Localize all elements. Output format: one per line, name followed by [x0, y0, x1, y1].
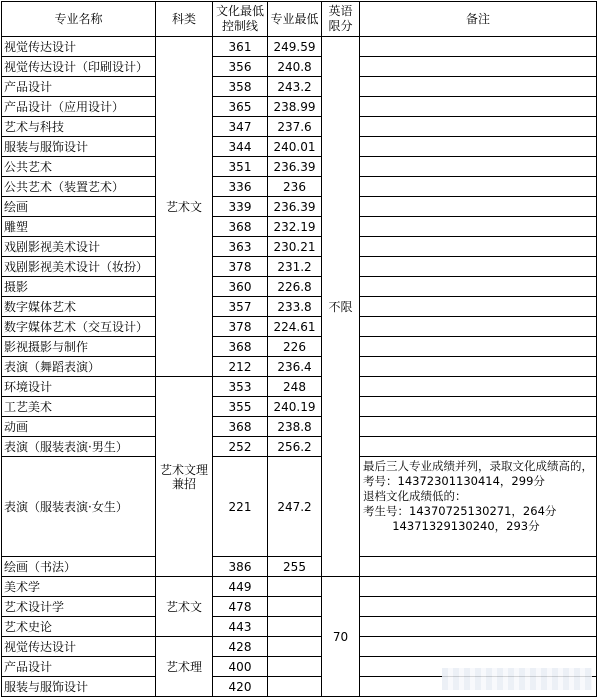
remark-cell — [360, 397, 597, 417]
remark-cell — [360, 417, 597, 437]
remark-cell — [360, 317, 597, 337]
category-cell: 艺术理 — [156, 637, 213, 697]
table-row — [2, 417, 597, 437]
culture-score-cell: 428 — [213, 637, 268, 657]
remark-cell — [360, 137, 597, 157]
remark-cell — [360, 577, 597, 597]
major-cell: 艺术史论 — [2, 617, 156, 637]
culture-score-cell: 347 — [213, 117, 268, 137]
pro-score-cell: 236 — [268, 177, 322, 197]
major-cell: 美术学 — [2, 577, 156, 597]
culture-score-cell: 378 — [213, 317, 268, 337]
table-row — [2, 437, 597, 457]
remark-cell — [360, 597, 597, 617]
culture-score-cell: 355 — [213, 397, 268, 417]
remark-cell — [360, 557, 597, 577]
table-row — [2, 37, 597, 57]
culture-score-cell: 212 — [213, 357, 268, 377]
culture-score-cell: 365 — [213, 97, 268, 117]
english-limit-cell: 不限 — [322, 37, 360, 577]
major-cell: 视觉传达设计 — [2, 37, 156, 57]
major-cell: 绘画（书法） — [2, 557, 156, 577]
table-row — [2, 137, 597, 157]
major-cell: 数字媒体艺术 — [2, 297, 156, 317]
culture-score-cell: 221 — [213, 457, 268, 557]
category-cell: 艺术文 — [156, 577, 213, 637]
major-cell: 视觉传达设计（印刷设计） — [2, 57, 156, 77]
header-row — [2, 2, 597, 37]
major-cell: 服装与服饰设计 — [2, 677, 156, 697]
culture-score-cell: 356 — [213, 57, 268, 77]
major-cell: 产品设计 — [2, 657, 156, 677]
culture-score-cell: 360 — [213, 277, 268, 297]
culture-score-cell: 344 — [213, 137, 268, 157]
table-row — [2, 157, 597, 177]
culture-score-cell: 478 — [213, 597, 268, 617]
major-cell: 戏剧影视美术设计（妆扮） — [2, 257, 156, 277]
table-row — [2, 277, 597, 297]
header-culture-min: 文化最低控制线 — [213, 2, 268, 37]
pro-score-cell — [268, 617, 322, 637]
remark-cell — [360, 257, 597, 277]
table-row — [2, 597, 597, 617]
culture-score-cell: 420 — [213, 677, 268, 697]
remark-cell — [360, 197, 597, 217]
remark-cell — [360, 57, 597, 77]
category-cell: 艺术文 — [156, 37, 213, 377]
pro-score-cell: 231.2 — [268, 257, 322, 277]
major-cell: 艺术与科技 — [2, 117, 156, 137]
pro-score-cell: 238.99 — [268, 97, 322, 117]
culture-score-cell: 351 — [213, 157, 268, 177]
culture-score-cell: 361 — [213, 37, 268, 57]
pro-score-cell: 226.8 — [268, 277, 322, 297]
pro-score-cell — [268, 677, 322, 697]
remark-cell — [360, 437, 597, 457]
pro-score-cell: 248 — [268, 377, 322, 397]
major-cell: 戏剧影视美术设计 — [2, 237, 156, 257]
table-row — [2, 97, 597, 117]
major-cell: 服装与服饰设计 — [2, 137, 156, 157]
major-cell: 影视摄影与制作 — [2, 337, 156, 357]
table-row — [2, 117, 597, 137]
pro-score-cell: 224.61 — [268, 317, 322, 337]
pro-score-cell — [268, 597, 322, 617]
major-cell: 产品设计（应用设计） — [2, 97, 156, 117]
pro-score-cell — [268, 577, 322, 597]
pro-score-cell — [268, 657, 322, 677]
header-category: 科类 — [156, 2, 213, 37]
category-cell: 艺术文理兼招 — [156, 377, 213, 577]
pro-score-cell: 255 — [268, 557, 322, 577]
pro-score-cell: 236.39 — [268, 157, 322, 177]
remark-cell — [360, 377, 597, 397]
major-cell: 工艺美术 — [2, 397, 156, 417]
major-cell: 数字媒体艺术（交互设计） — [2, 317, 156, 337]
remark-cell — [360, 97, 597, 117]
major-cell: 视觉传达设计 — [2, 637, 156, 657]
table-row — [2, 337, 597, 357]
culture-score-cell: 363 — [213, 237, 268, 257]
major-cell: 表演（服装表演·女生） — [2, 457, 156, 557]
pro-score-cell: 249.59 — [268, 37, 322, 57]
table-row — [2, 77, 597, 97]
culture-score-cell: 252 — [213, 437, 268, 457]
pro-score-cell: 226 — [268, 337, 322, 357]
remark-cell — [360, 117, 597, 137]
table-row — [2, 377, 597, 397]
culture-score-cell: 358 — [213, 77, 268, 97]
pro-score-cell: 240.01 — [268, 137, 322, 157]
culture-score-cell: 368 — [213, 217, 268, 237]
major-cell: 绘画 — [2, 197, 156, 217]
table-row — [2, 397, 597, 417]
header-english-limit: 英语限分 — [322, 2, 360, 37]
header-major: 专业名称 — [2, 2, 156, 37]
table-row — [2, 217, 597, 237]
pro-score-cell: 236.4 — [268, 357, 322, 377]
header-pro-min: 专业最低 — [268, 2, 322, 37]
remark-cell — [360, 357, 597, 377]
table-row — [2, 577, 597, 597]
header-remark: 备注 — [360, 2, 597, 37]
pro-score-cell: 232.19 — [268, 217, 322, 237]
pro-score-cell: 256.2 — [268, 437, 322, 457]
culture-score-cell: 449 — [213, 577, 268, 597]
pro-score-cell: 240.8 — [268, 57, 322, 77]
table-row — [2, 57, 597, 77]
table-row — [2, 557, 597, 577]
pro-score-cell: 237.6 — [268, 117, 322, 137]
table-row — [2, 297, 597, 317]
pro-score-cell: 247.2 — [268, 457, 322, 557]
table-row — [2, 617, 597, 637]
table-row — [2, 177, 597, 197]
pro-score-cell: 233.8 — [268, 297, 322, 317]
culture-score-cell: 386 — [213, 557, 268, 577]
pro-score-cell: 238.8 — [268, 417, 322, 437]
culture-score-cell: 368 — [213, 337, 268, 357]
watermark — [442, 668, 592, 690]
remark-cell — [360, 177, 597, 197]
table-row — [2, 637, 597, 657]
table-row — [2, 317, 597, 337]
major-cell: 雕塑 — [2, 217, 156, 237]
pro-score-cell — [268, 637, 322, 657]
remark-cell — [360, 237, 597, 257]
major-cell: 环境设计 — [2, 377, 156, 397]
remark-cell — [360, 297, 597, 317]
culture-score-cell: 400 — [213, 657, 268, 677]
remark-cell: 最后三人专业成绩并列，录取文化成绩高的，考号：14372301130414，299分 退档文化成绩低的： 考生号：14370725130271，264分 14371329130240，293分 — [360, 457, 597, 557]
culture-score-cell: 378 — [213, 257, 268, 277]
pro-score-cell: 230.21 — [268, 237, 322, 257]
pro-score-cell: 243.2 — [268, 77, 322, 97]
remark-cell — [360, 617, 597, 637]
table-row — [2, 197, 597, 217]
culture-score-cell: 357 — [213, 297, 268, 317]
culture-score-cell: 443 — [213, 617, 268, 637]
major-cell: 艺术设计学 — [2, 597, 156, 617]
major-cell: 产品设计 — [2, 77, 156, 97]
table-row — [2, 457, 597, 557]
admission-score-table — [1, 1, 597, 697]
english-limit-cell: 70 — [322, 577, 360, 697]
remark-cell — [360, 157, 597, 177]
pro-score-cell: 236.39 — [268, 197, 322, 217]
culture-score-cell: 339 — [213, 197, 268, 217]
remark-cell — [360, 217, 597, 237]
major-cell: 摄影 — [2, 277, 156, 297]
table-row — [2, 257, 597, 277]
table-row — [2, 357, 597, 377]
major-cell: 公共艺术 — [2, 157, 156, 177]
remark-cell — [360, 277, 597, 297]
table-row — [2, 237, 597, 257]
major-cell: 动画 — [2, 417, 156, 437]
remark-cell — [360, 77, 597, 97]
remark-cell — [360, 637, 597, 657]
major-cell: 表演（服装表演·男生） — [2, 437, 156, 457]
pro-score-cell: 240.19 — [268, 397, 322, 417]
major-cell: 公共艺术（装置艺术） — [2, 177, 156, 197]
culture-score-cell: 353 — [213, 377, 268, 397]
major-cell: 表演（舞蹈表演） — [2, 357, 156, 377]
remark-cell — [360, 337, 597, 357]
culture-score-cell: 368 — [213, 417, 268, 437]
culture-score-cell: 336 — [213, 177, 268, 197]
remark-cell — [360, 37, 597, 57]
